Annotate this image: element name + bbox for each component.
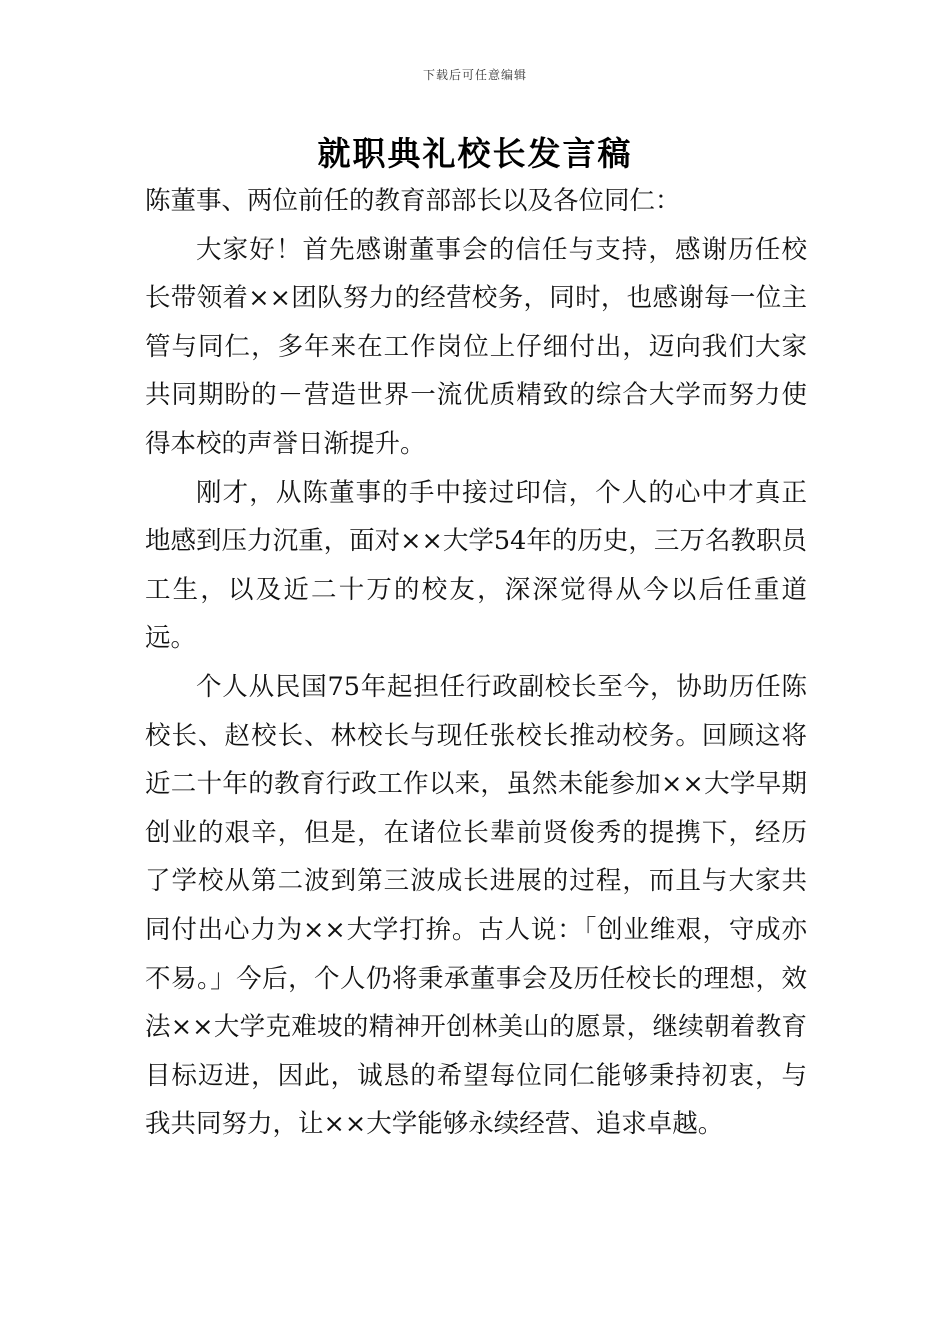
- document-title: 就职典礼校长发言稿: [317, 134, 633, 173]
- salutation: 陈董事、两位前任的教育部部长以及各位同仁：: [145, 186, 681, 216]
- document-body: [145, 177, 807, 1149]
- paragraph-1: 大家好！首先感谢董事会的信任与支持，感谢历任校长带领着××团队努力的经营校务，同时，也感谢每一位主管与同仁，多年来在工作岗位上仔细付出，迈向我们大家共同期盼的－营造世界一流优质精致的综合大学而努力使得本校的声誉日渐提升。: [145, 234, 807, 459]
- header-note: 下载后可任意编辑: [422, 68, 527, 82]
- paragraph-2: 刚才，从陈董事的手中接过印信，个人的心中才真正地感到压力沉重，面对××大学54年的历史，三万名教职员工生，以及近二十万的校友，深深觉得从今以后任重道远。: [145, 477, 807, 654]
- paragraph-3: 个人从民国75年起担任行政副校长至今，协助历任陈校长、赵校长、林校长与现任张校长推动校务。回顾这将近二十年的教育行政工作以来，虽然未能参加××大学早期创业的艰辛，但是，在诸位长辈前贤俊秀的提携下，经历了学校从第二波到第三波成长进展的过程，而且与大家共同付出心力为××大学打拚。古人说：「创业维艰，守成亦不易。」今后，个人仍将秉承董事会及历任校长的理想，效法××大学克难坡的精神开创林美山的愿景，继续朝着教育目标迈进，因此，诚恳的希望每位同仁能够秉持初衷，与我共同努力，让××大学能够永续经营、追求卓越。: [145, 671, 807, 1140]
